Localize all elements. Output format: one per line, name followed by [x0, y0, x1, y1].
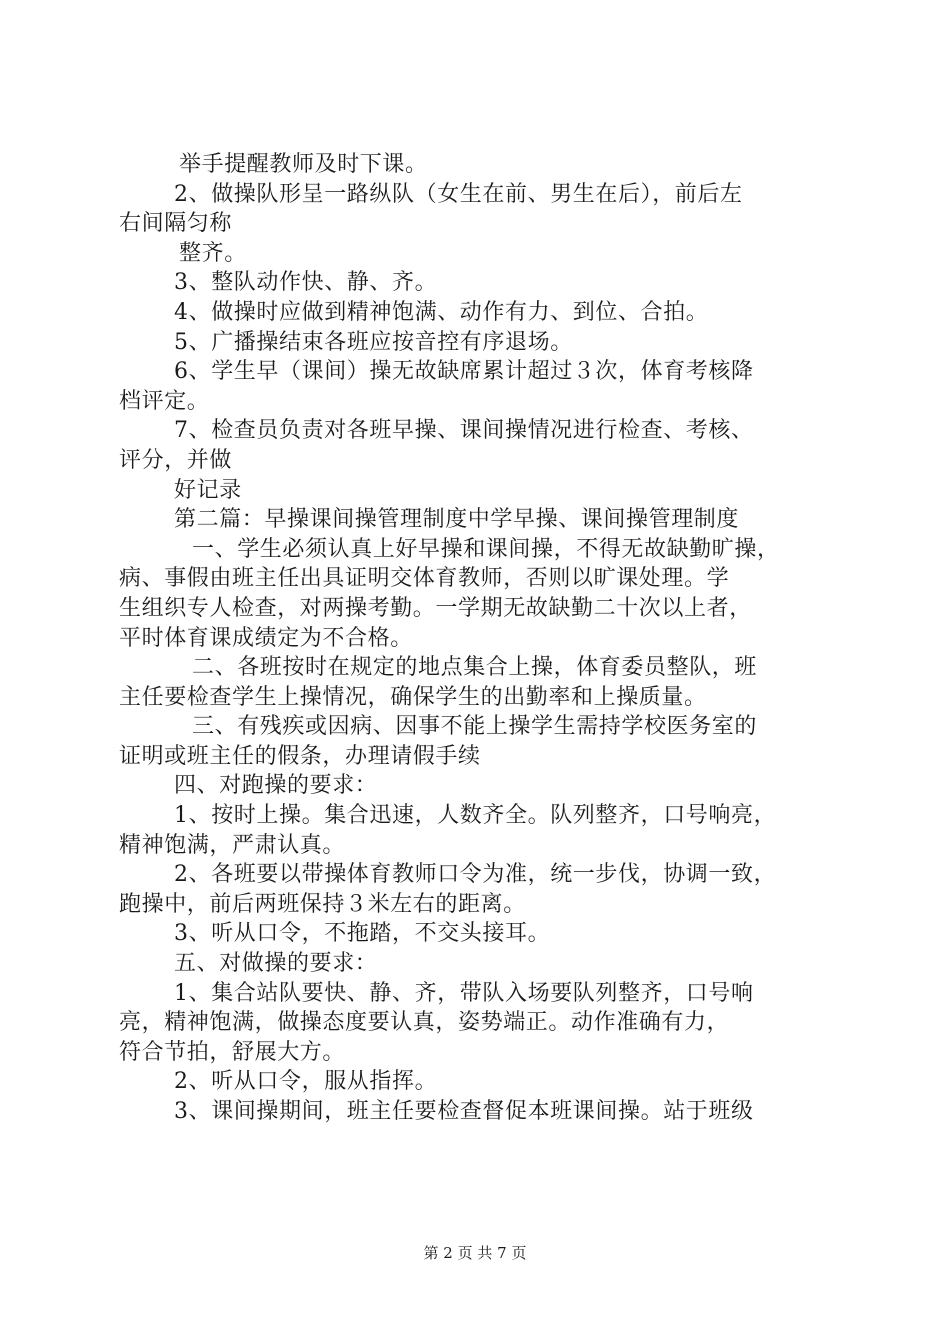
text-line: 五、对做操的要求： — [174, 951, 378, 977]
text-line: 生组织专人检查，对两操考勤。一学期无故缺勤二十次以上者， — [119, 595, 752, 621]
section-heading: 第二篇：早操课间操管理制度中学早操、课间操管理制度 — [174, 507, 740, 533]
text-line: 3、听从口令，不拖踏，不交头接耳。 — [174, 921, 551, 947]
text-line: 2、做操队形呈一路纵队（女生在前、男生在后），前后左 — [174, 181, 743, 207]
text-line: 3、课间操期间，班主任要检查督促本班课间操。站于班级 — [174, 1099, 754, 1124]
text-line: 举手提醒教师及时下课。 — [179, 152, 428, 177]
text-line: 好记录 — [174, 477, 242, 503]
text-line: 4、做操时应做到精神饱满、动作有力、到位、合拍。 — [174, 299, 709, 325]
text-line: 1、按时上操。集合迅速，人数齐全。队列整齐，口号响亮， — [174, 803, 777, 829]
text-line: 评分，并做 — [119, 447, 233, 473]
text-line: 精神饱满，严肃认真。 — [119, 832, 346, 858]
text-line: 右间隔匀称 — [119, 211, 233, 237]
page-number-footer: 第 2 页 共 7 页 — [423, 1244, 527, 1262]
text-line: 7、检查员负责对各班早操、课间操情况进行检查、考核、 — [174, 418, 754, 444]
text-line: 档评定。 — [119, 388, 210, 414]
text-line: 5、广播操结束各班应按音控有序退场。 — [174, 329, 573, 355]
text-line: 主任要检查学生上操情况，确保学生的出勤率和上操质量。 — [119, 684, 707, 710]
text-line: 3、整队动作快、静、齐。 — [174, 270, 438, 296]
text-line: 跑操中，前后两班保持３米左右的距离。 — [119, 891, 526, 917]
text-line: 三、有残疾或因病、因事不能上操学生需持学校医务室的 — [192, 714, 758, 740]
text-line: 平时体育课成绩定为不合格。 — [119, 625, 413, 651]
text-line: 1、集合站队要快、静、齐，带队入场要队列整齐，口号响 — [174, 980, 754, 1006]
text-line: 2、各班要以带操体育教师口令为准，统一步伐，协调一致， — [174, 862, 777, 888]
text-line: 2、听从口令，服从指挥。 — [174, 1069, 438, 1095]
text-line: 亮，精神饱满，做操态度要认真，姿势端正。动作准确有力， — [119, 1010, 730, 1036]
text-line: 病、事假由班主任出具证明交体育教师，否则以旷课处理。学 — [119, 566, 730, 592]
text-line: 二、各班按时在规定的地点集合上操，体育委员整队，班 — [192, 655, 758, 681]
text-line: 证明或班主任的假条，办理请假手续 — [119, 743, 481, 769]
text-line: 6、学生早（课间）操无故缺席累计超过３次，体育考核降 — [174, 359, 754, 385]
text-line: 整齐。 — [179, 240, 247, 266]
text-line: 一、学生必须认真上好早操和课间操，不得无故缺勤旷操， — [192, 536, 780, 562]
document-body — [119, 150, 839, 1127]
text-line: 四、对跑操的要求： — [174, 773, 378, 799]
text-line: 符合节拍，舒展大方。 — [119, 1039, 346, 1065]
